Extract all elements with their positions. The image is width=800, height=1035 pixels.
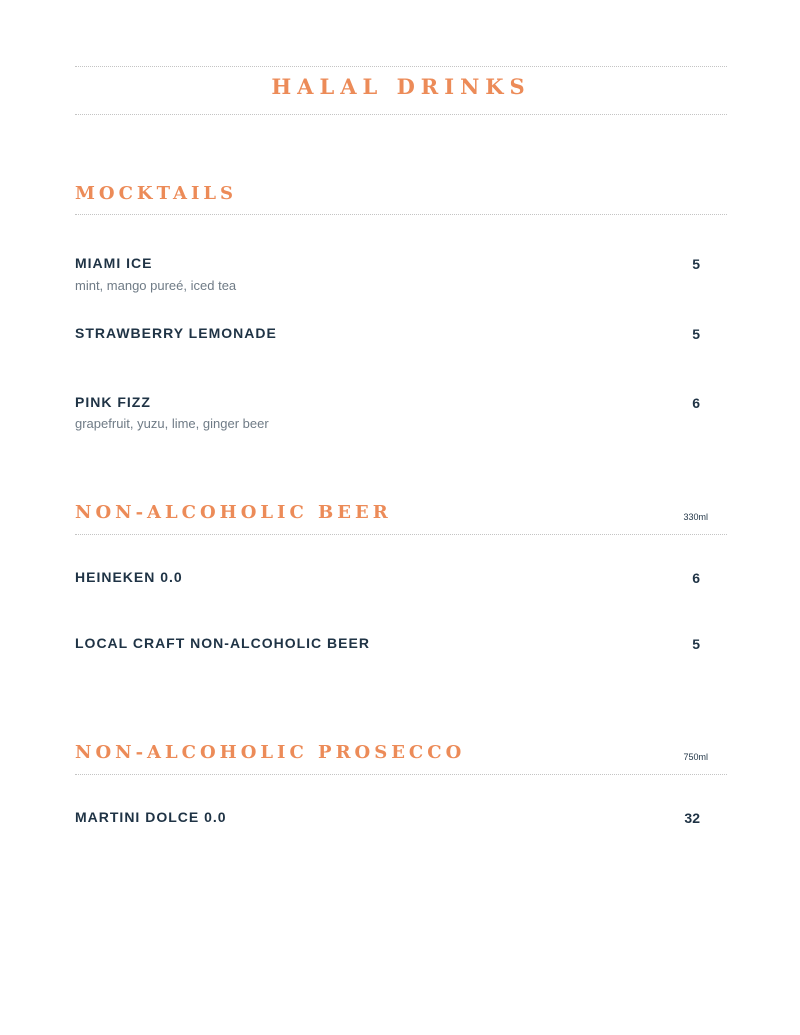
section-divider-mocktails xyxy=(75,214,727,215)
section-divider-beer xyxy=(75,534,727,535)
section-title-beer: NON-ALCOHOLIC BEER xyxy=(75,502,392,523)
title-top-divider xyxy=(75,66,727,67)
menu-item-name: MARTINI DOLCE 0.0 xyxy=(75,809,227,825)
section-title-mocktails: MOCKTAILS xyxy=(75,183,238,204)
menu-item-name: MIAMI ICE xyxy=(75,255,153,271)
menu-item-price: 6 xyxy=(692,395,700,411)
menu-item-price: 5 xyxy=(692,256,700,272)
section-size-prosecco: 750ml xyxy=(683,752,708,762)
menu-item-name: PINK FIZZ xyxy=(75,394,151,410)
menu-item-price: 5 xyxy=(692,636,700,652)
menu-item-price: 32 xyxy=(684,810,700,826)
menu-item-name: STRAWBERRY LEMONADE xyxy=(75,325,277,341)
menu-item-description: grapefruit, yuzu, lime, ginger beer xyxy=(75,416,269,431)
section-title-prosecco: NON-ALCOHOLIC PROSECCO xyxy=(75,742,466,763)
menu-item-name: HEINEKEN 0.0 xyxy=(75,569,183,585)
page-title: HALAL DRINKS xyxy=(271,74,531,99)
section-size-beer: 330ml xyxy=(683,512,708,522)
menu-item-description: mint, mango pureé, iced tea xyxy=(75,278,237,293)
title-bottom-divider xyxy=(75,114,727,115)
menu-item-price: 5 xyxy=(692,326,700,342)
menu-item-price: 6 xyxy=(692,570,700,586)
section-divider-prosecco xyxy=(75,774,727,775)
menu-item-name: LOCAL CRAFT NON-ALCOHOLIC BEER xyxy=(75,635,370,651)
